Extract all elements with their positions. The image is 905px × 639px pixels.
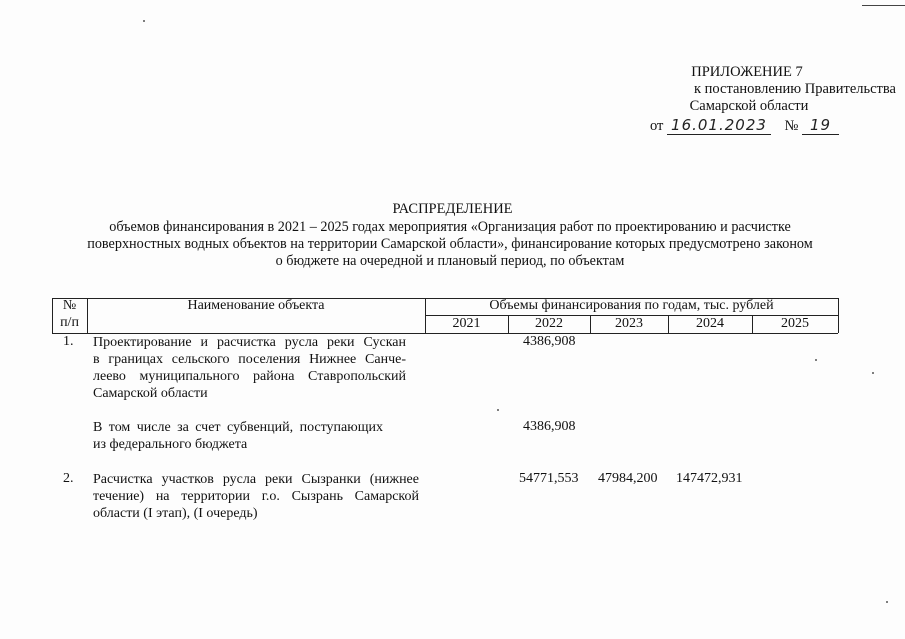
header-number-line2: п/п [60, 315, 79, 330]
name-line: Расчистка участков русла реки Сызранки (нижнее [93, 472, 419, 487]
header-funding: Объемы финансирования по годам, тыс. рублей [489, 298, 774, 313]
header-year: 2025 [781, 316, 809, 331]
header-year: 2024 [696, 316, 724, 331]
value-2022: 4386,908 [523, 419, 576, 434]
name-line: в границах сельского поселения Нижнее Санче- [93, 352, 406, 367]
scan-speck [143, 20, 145, 22]
header-object-name: Наименование объекта [187, 298, 325, 313]
table-border [838, 298, 839, 333]
scan-speck [815, 359, 817, 361]
name-line: леево муниципального района Ставропольский [93, 369, 406, 384]
header-number-line1: № [62, 298, 77, 313]
row-object-name [93, 419, 423, 453]
appendix-line-region: Самарской области [689, 98, 809, 114]
appendix-block [600, 64, 896, 115]
row-object-name [93, 334, 423, 402]
appendix-date-row [650, 116, 839, 135]
header-year: 2022 [535, 316, 563, 331]
scan-speck [886, 601, 888, 603]
name-line: из федерального бюджета [93, 437, 248, 452]
date-prefix: от [650, 118, 664, 134]
number-prefix: № [784, 118, 799, 134]
row-object-name [93, 471, 423, 522]
header-year: 2021 [452, 316, 481, 331]
name-line: Самарской области [93, 386, 208, 401]
name-line: В том числе за счет субвенций, поступающих [93, 420, 383, 435]
row-number: 2. [63, 471, 74, 486]
scan-speck [872, 372, 874, 374]
value-2022: 4386,908 [523, 334, 576, 349]
value-2023: 47984,200 [598, 471, 658, 486]
header-year: 2023 [615, 316, 643, 331]
appendix-title: ПРИЛОЖЕНИЕ 7 [691, 64, 803, 80]
handwritten-date: 16.01.2023 [667, 116, 771, 135]
value-2024: 147472,931 [676, 471, 743, 486]
name-line: области (I этап), (I очередь) [93, 506, 258, 521]
row-number: 1. [63, 334, 74, 349]
document-title: РАСПРЕДЕЛЕНИЕ [392, 201, 513, 217]
document-subtitle [50, 219, 850, 270]
value-2022: 54771,553 [519, 471, 579, 486]
scan-speck [497, 409, 499, 411]
name-line: Проектирование и расчистка русла реки Сускан [93, 335, 406, 350]
subtitle-line: о бюджете на очередной и плановый период, по объектам [275, 253, 625, 269]
subtitle-line: объемов финансирования в 2021 – 2025 годах мероприятия «Организация работ по проектированию и расчистке [109, 219, 791, 235]
name-line: течение) на территории г.о. Сызрань Самарской [93, 489, 419, 504]
appendix-line-resolution: к постановлению Правительства [694, 81, 896, 97]
subtitle-line: поверхностных водных объектов на территории Самарской области», финансирование которых предусмотрено законом [87, 236, 813, 252]
scan-edge-mark [862, 5, 905, 6]
handwritten-number: 19 [802, 116, 839, 135]
